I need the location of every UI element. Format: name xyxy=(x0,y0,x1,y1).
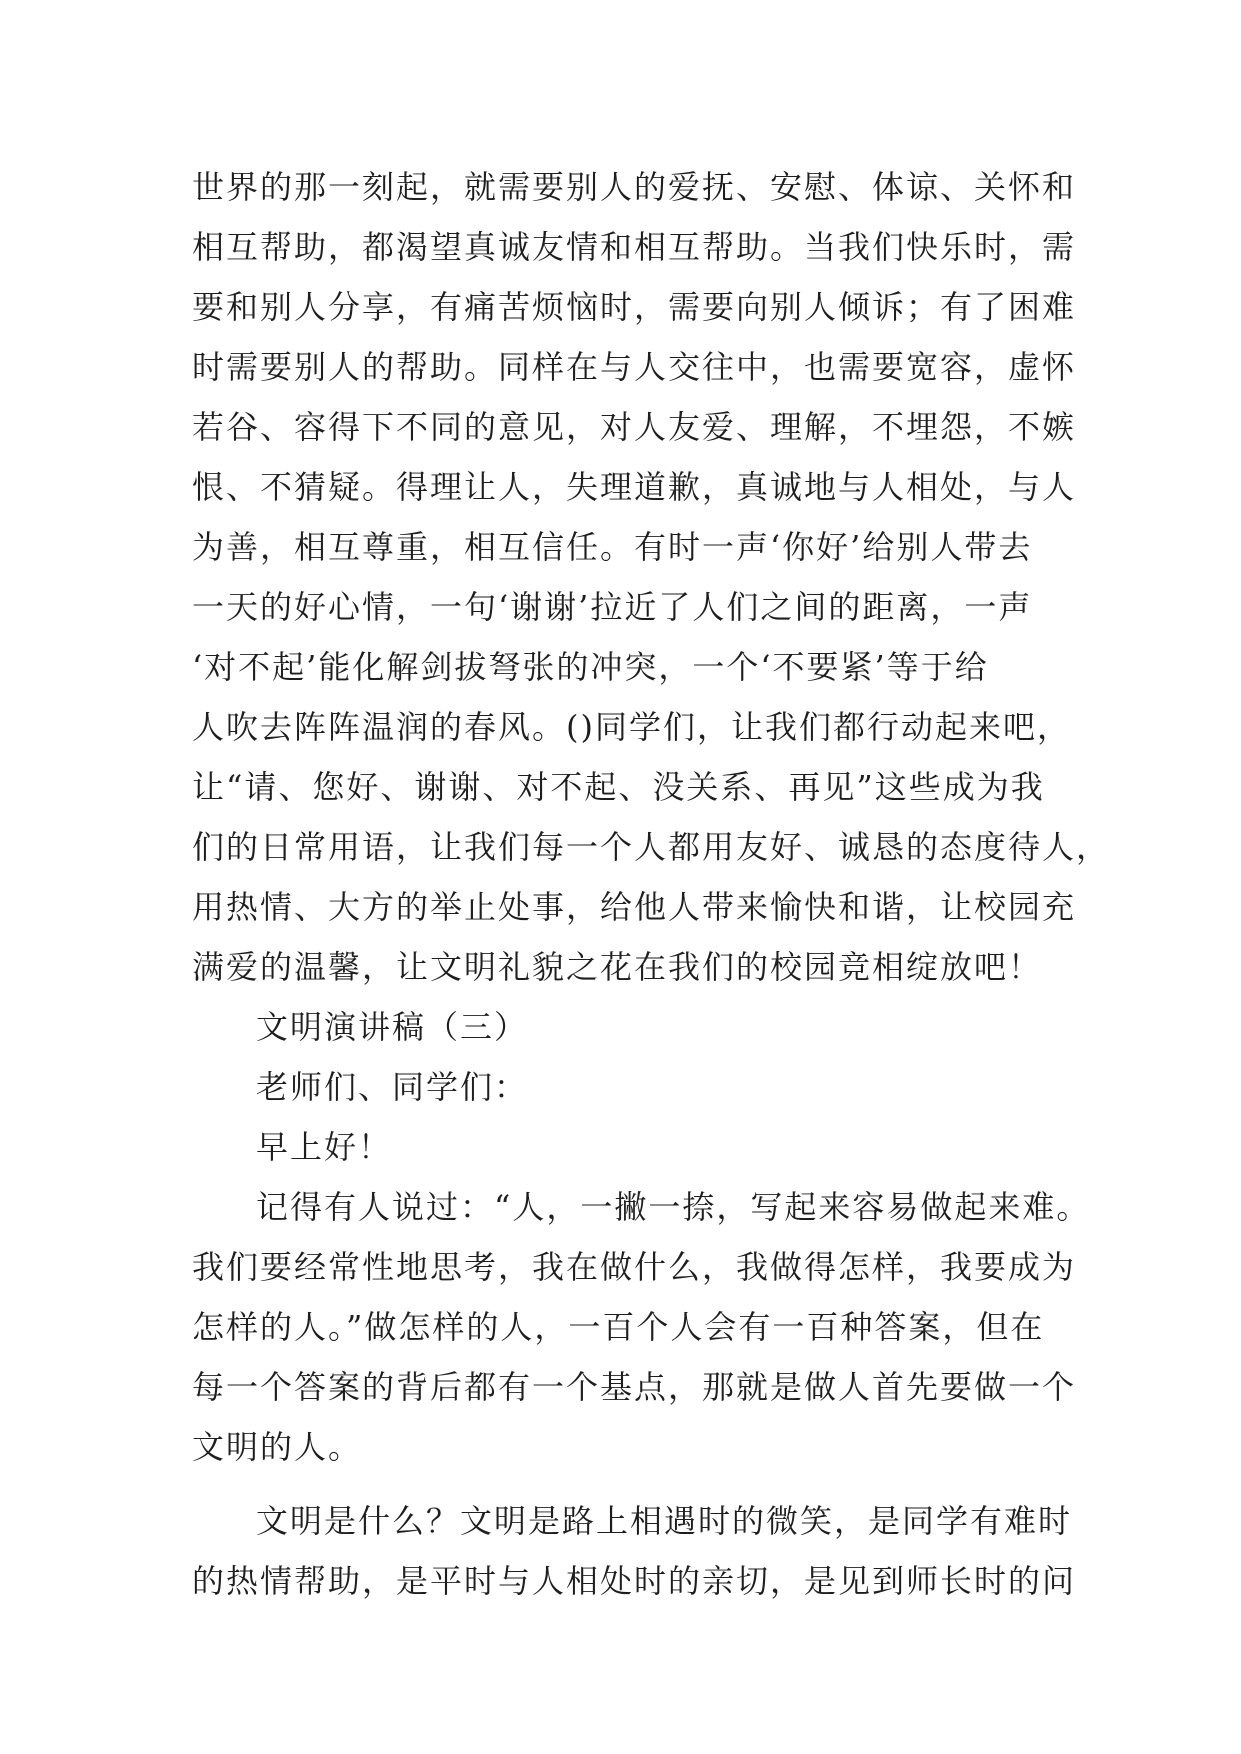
paragraph-spacer xyxy=(192,1477,1072,1491)
paragraph-2-line: 的热情帮助，是平时与人相处时的亲切，是见到师长时的问 xyxy=(192,1562,1077,1600)
body-line: 要和别人分享，有痛苦烦恼时，需要向别人倾诉；有了困难 xyxy=(192,288,1077,326)
paragraph-1-line: 记得有人说过：“人，一撇一捺，写起来容易做起来难。 xyxy=(256,1188,1091,1226)
body-line: ‘对不起’能化解剑拔弩张的冲突，一个‘不要紧’等于给 xyxy=(192,648,989,686)
section-title: 文明演讲稿（三） xyxy=(256,1008,529,1046)
body-line: 让“请、您好、谢谢、对不起、没关系、再见”这些成为我 xyxy=(192,768,1045,806)
paragraph-1-line: 我们要经常性地思考，我在做什么，我做得怎样，我要成为 xyxy=(192,1248,1077,1286)
body-line: 若谷、容得下不同的意见，对人友爱、理解，不埋怨，不嫉 xyxy=(192,408,1077,446)
paragraph-1-line: 每一个答案的背后都有一个基点，那就是做人首先要做一个 xyxy=(192,1368,1077,1406)
paragraph-1-line: 文明的人。 xyxy=(192,1428,363,1466)
salutation: 老师们、同学们： xyxy=(256,1068,529,1106)
body-line: 世界的那一刻起，就需要别人的爱抚、安慰、体谅、关怀和 xyxy=(192,168,1077,206)
body-line: 为善，相互尊重，相互信任。有时一声‘你好’给别人带去 xyxy=(192,528,1033,566)
greeting: 早上好！ xyxy=(256,1128,393,1166)
document-body xyxy=(192,157,1111,1611)
paragraph-2-line: 文明是什么？文明是路上相遇时的微笑，是同学有难时 xyxy=(256,1502,1073,1540)
body-line: 恨、不猜疑。得理让人，失理道歉，真诚地与人相处，与人 xyxy=(192,468,1077,506)
body-line: 相互帮助，都渴望真诚友情和相互帮助。当我们快乐时，需 xyxy=(192,228,1077,266)
body-line: 满爱的温馨，让文明礼貌之花在我们的校园竞相绽放吧！ xyxy=(192,948,1043,986)
paragraph-1-line: 怎样的人。”做怎样的人，一百个人会有一百种答案，但在 xyxy=(192,1308,1045,1346)
body-line: 用热情、大方的举止处事，给他人带来愉快和谐，让校园充 xyxy=(192,888,1077,926)
body-line: 们的日常用语，让我们每一个人都用友好、诚恳的态度待人， xyxy=(192,828,1111,866)
body-line: 人吹去阵阵温润的春风。()同学们，让我们都行动起来吧， xyxy=(192,708,1071,746)
body-line: 时需要别人的帮助。同样在与人交往中，也需要宽容，虚怀 xyxy=(192,348,1077,386)
body-line: 一天的好心情，一句‘谢谢’拉近了人们之间的距离，一声 xyxy=(192,588,1033,626)
